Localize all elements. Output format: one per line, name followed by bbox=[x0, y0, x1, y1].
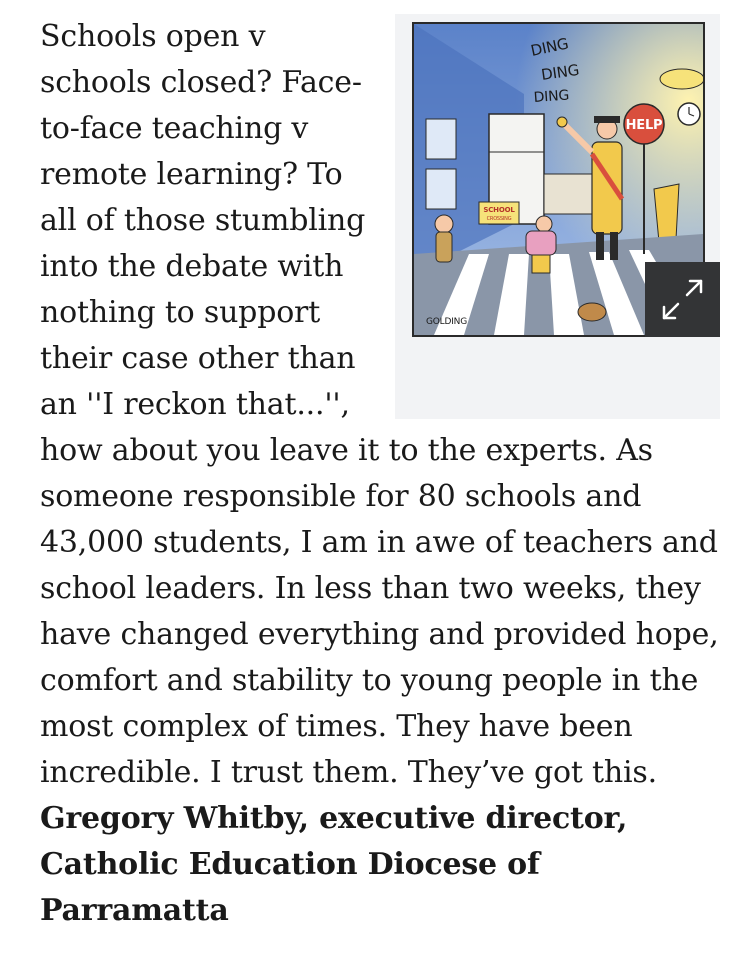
school-sign-text-2: CROSSING bbox=[486, 216, 512, 222]
cartoonist-signature: GOLDING bbox=[426, 317, 467, 327]
expand-arrows-icon bbox=[645, 262, 720, 337]
help-sign-text: HELP bbox=[625, 118, 663, 133]
ding-text-1: DING bbox=[529, 34, 571, 60]
ding-text-2: DING bbox=[540, 60, 581, 84]
cartoon-figure bbox=[395, 14, 720, 419]
expand-image-button[interactable] bbox=[645, 262, 720, 337]
letter-author: Gregory Whitby, executive director, Catholic Education Diocese of Parramatta bbox=[40, 801, 628, 928]
ding-text-3: DING bbox=[533, 87, 570, 106]
school-sign-text-1: SCHOOL bbox=[483, 206, 515, 214]
letter-body: Schools open v schools closed? Face-to-face teaching v remote learning? To all of those stumbling into the debate with nothing to support their case other than an ''I reckon that...'', how about you leave it to the experts. As someone responsible for 80 schools and 43,000 students, I am in awe of teachers and school leaders. In less than two weeks, they have changed everything and provided hope, comfort and stability to young people in the most complex of times. They have been incredible. I trust them. They’ve got this. bbox=[40, 19, 719, 790]
letter-article bbox=[40, 14, 720, 934]
